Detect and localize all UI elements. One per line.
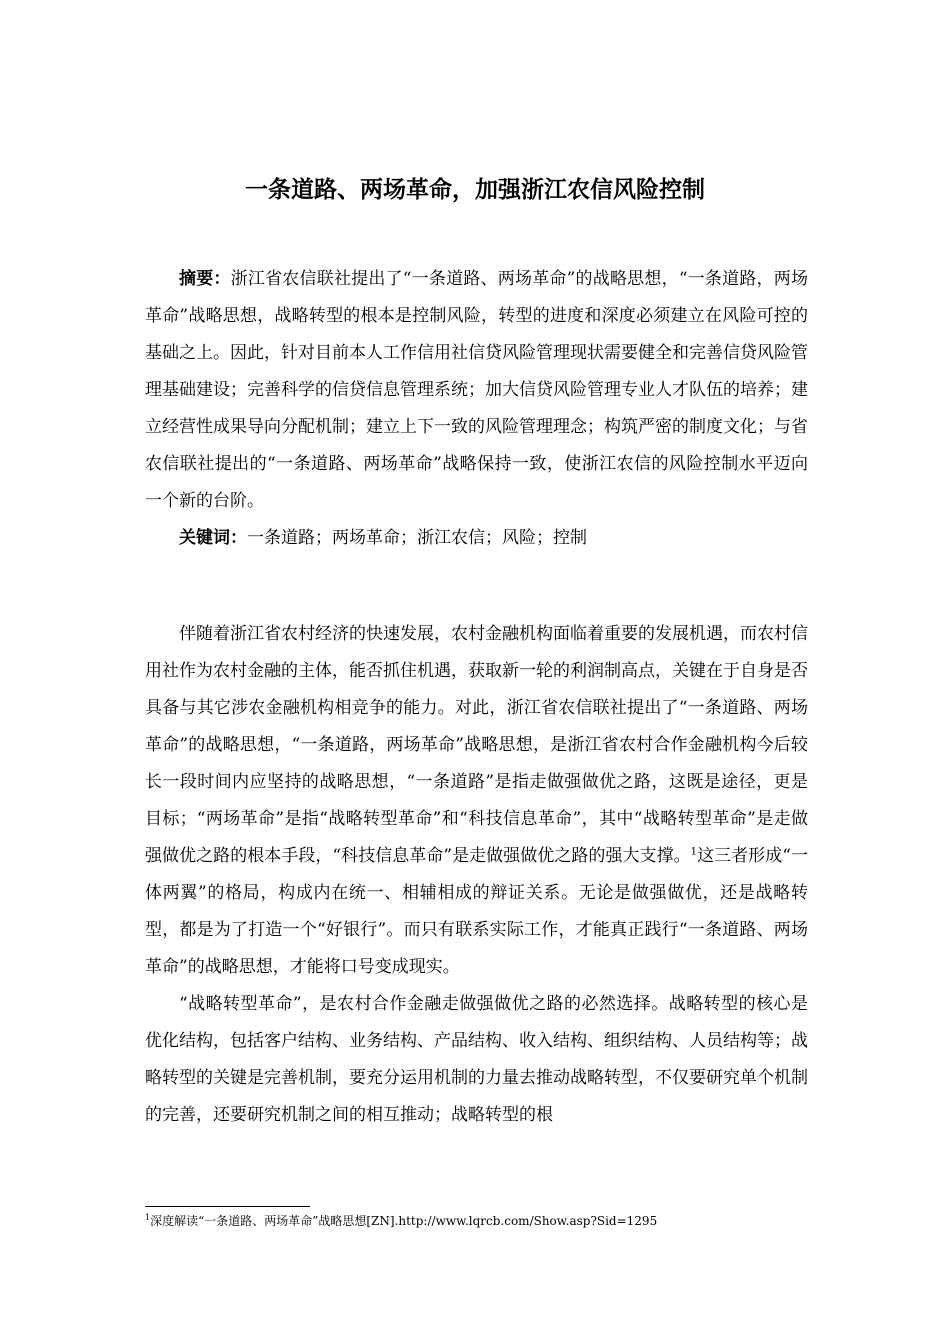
paragraph-2-text: “战略转型革命”，是农村合作金融走做强做优之路的必然选择。战略转型的核心是优化结构，包括客户结构、业务结构、产品结构、收入结构、组织结构、人员结构等；战略转型的关键是完善机制，要充分运用机制的力量去推动战略转型，不仅要研究单个机制的完善，还要研究机制之间的相互推动；战略转型的根 [145, 994, 808, 1125]
abstract-section [145, 261, 808, 520]
keywords-paragraph [145, 520, 808, 557]
footnote-text: 深度解读“一条道路、两场革命”战略思想[ZN].http://www.lqrcb.com/Show.asp?Sid=1295 [150, 1214, 658, 1228]
main-body [145, 616, 808, 1134]
keywords-label: 关键词： [179, 528, 247, 548]
footnote [145, 1212, 845, 1230]
paragraph-1-text-a: 伴随着浙江省农村经济的快速发展，农村金融机构面临着重要的发展机遇，而农村信用社作为农村金融的主体，能否抓住机遇，获取新一轮的利润制高点，关键在于自身是否具备与其它涉农金融机构相竞争的能力。对此，浙江省农信联社提出了“一条道路、两场革命”的战略思想，“一条道路，两场革命”战略思想，是浙江省农村合作金融机构今后较长一段时间内应坚持的战略思想，“一条道路”是指走做强做优之路，这既是途径，更是目标；“两场革命”是指“战略转型革命”和“科技信息革命”，其中“战略转型革命”是走做强做优之路的根本手段，“科技信息革命”是走做强做优之路的强大支撑。 [145, 624, 808, 866]
paragraph-1-text-b: 这三者形成“一体两翼”的格局，构成内在统一、相辅相成的辩证关系。无论是做强做优，还是战略转型，都是为了打造一个“好银行”。而只有联系实际工作，才能真正践行“一条道路、两场革命”的战略思想，才能将口号变成现实。 [145, 846, 808, 977]
footnote-reference-mark[interactable]: 1 [690, 846, 698, 858]
footnote-separator [145, 1206, 310, 1207]
body-paragraph-2 [145, 986, 808, 1134]
keywords-section [145, 520, 808, 557]
abstract-label: 摘要： [179, 269, 231, 289]
keywords-text: 一条道路；两场革命；浙江农信；风险；控制 [247, 528, 587, 548]
body-paragraph-1 [145, 616, 808, 986]
abstract-paragraph [145, 261, 808, 520]
footnote-mark: 1 [145, 1213, 151, 1222]
abstract-text: 浙江省农信联社提出了“一条道路、两场革命”的战略思想，“一条道路，两场革命”战略思想，战略转型的根本是控制风险，转型的进度和深度必须建立在风险可控的基础之上。因此，针对目前本人工作信用社信贷风险管理现状需要健全和完善信贷风险管理基础建设；完善科学的信贷信息管理系统；加大信贷风险管理专业人才队伍的培养；建立经营性成果导向分配机制；建立上下一致的风险管理理念；构筑严密的制度文化；与省农信联社提出的“一条道路、两场革命”战略保持一致，使浙江农信的风险控制水平迈向一个新的台阶。 [145, 269, 809, 511]
page-title: 一条道路、两场革命，加强浙江农信风险控制 [245, 176, 705, 203]
